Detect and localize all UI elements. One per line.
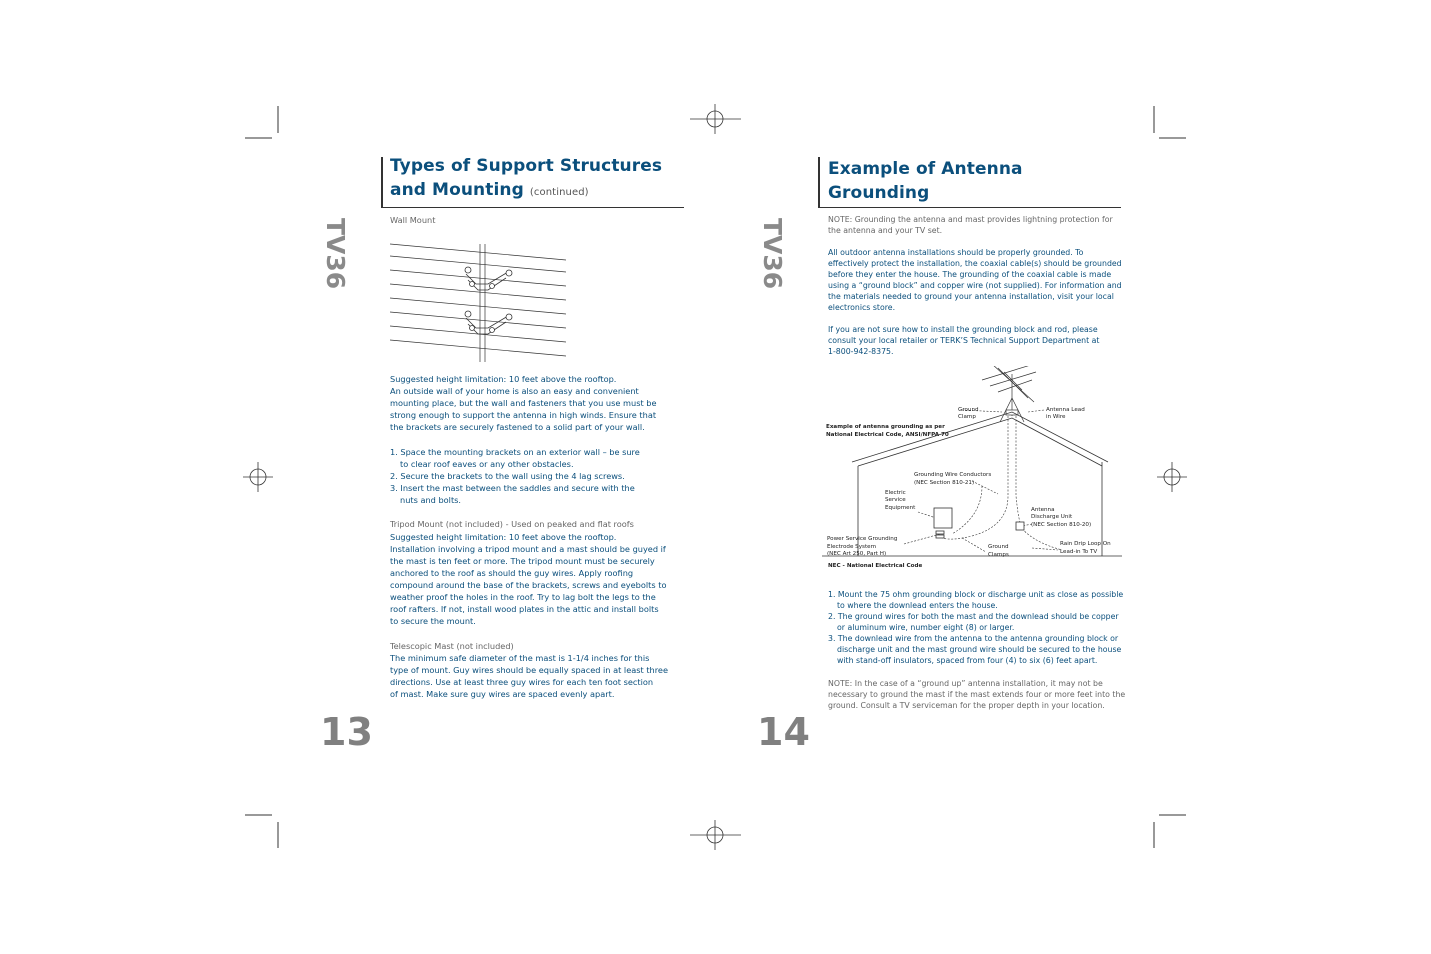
note-line: the antenna and your TV set. xyxy=(828,226,943,235)
step-item: 2. Secure the brackets to the wall using the 4 lag screws. xyxy=(390,471,625,481)
paragraph-line: 1-800-942-8375. xyxy=(828,347,894,356)
page-title-left xyxy=(390,154,662,205)
grounding-note xyxy=(828,214,1128,236)
label-grounding-conductors: (NEC Section 810-21) xyxy=(914,480,975,486)
wall-line: the brackets are securely fastened to a solid part of your wall. xyxy=(390,422,645,432)
wall-line: Suggested height limitation: 10 feet above the rooftop. xyxy=(390,374,617,384)
discharge-unit-box xyxy=(1016,522,1024,530)
step-item: 1. Space the mounting brackets on an exterior wall – be sure xyxy=(390,447,640,457)
label-example-caption: Example of antenna grounding as per xyxy=(826,424,945,430)
label-antenna-lead: in Wire xyxy=(1046,414,1066,420)
antenna-grounding-diagram xyxy=(822,366,1122,574)
title-line-2: Grounding xyxy=(828,183,930,203)
label-grounding-conductors: Grounding Wire Conductors xyxy=(914,472,992,478)
side-label-left: TV36 xyxy=(321,218,350,290)
step-item: discharge unit and the mast ground wire should be secured to the house xyxy=(837,645,1122,654)
tripod-line: Installation involving a tripod mount and a mast should be guyed if xyxy=(390,544,666,554)
grounding-paragraph xyxy=(828,247,1128,313)
page-number-right: 14 xyxy=(757,710,810,754)
note-line: necessary to ground the mast if the mast extends four or more feet into the xyxy=(828,690,1126,699)
label-ground-clamp: Ground xyxy=(958,407,979,413)
step-item: 3. The downlead wire from the antenna to the antenna grounding block or xyxy=(828,634,1119,643)
step-item: 2. The ground wires for both the mast and the downlead should be copper xyxy=(828,612,1119,621)
label-rain-drip: Lead-in To TV xyxy=(1060,549,1098,555)
paragraph-line: All outdoor antenna installations should be properly grounded. To xyxy=(828,248,1084,257)
tripod-line: roof rafters. If not, install wood plates in the attic and install bolts xyxy=(390,604,659,614)
label-ground-clamps: Clamps xyxy=(988,552,1009,558)
registration-mark-right xyxy=(1157,462,1187,492)
step-item: 3. Insert the mast between the saddles and secure with the xyxy=(390,483,635,493)
tripod-text xyxy=(390,531,690,627)
step-item: nuts and bolts. xyxy=(400,495,462,505)
label-electric-service: Service xyxy=(885,497,906,503)
grounding-steps xyxy=(828,589,1128,666)
tripod-line: to secure the mount. xyxy=(390,616,476,626)
label-electric-service: Equipment xyxy=(885,505,916,511)
label-ground-clamps: Ground xyxy=(988,544,1009,550)
paragraph-line: the materials needed to ground your antenna installation, visit your local xyxy=(828,292,1114,301)
side-label-right: TV36 xyxy=(758,218,787,290)
wall-mount-illustration xyxy=(388,240,570,364)
wall-mount-steps xyxy=(390,446,690,506)
wall-mount-text xyxy=(390,373,690,433)
wall-mount-heading: Wall Mount xyxy=(390,215,436,225)
label-electric-service: Electric xyxy=(885,490,906,496)
label-example-caption: National Electrical Code, ANSI/NFPA 70 xyxy=(826,432,949,438)
label-discharge-unit: Discharge Unit xyxy=(1031,514,1073,520)
wall-line: strong enough to support the antenna in high winds. Ensure that xyxy=(390,410,657,420)
title-line-2: and Mounting xyxy=(390,180,524,200)
telescopic-line: type of mount. Guy wires should be equally spaced in at least three xyxy=(390,665,668,675)
paragraph-line: electronics store. xyxy=(828,303,896,312)
registration-mark-bottom xyxy=(690,820,741,850)
label-discharge-unit: (NEC Section 810-20) xyxy=(1031,522,1092,528)
title-bar-left xyxy=(381,157,383,207)
tripod-line: the mast is ten feet or more. The tripod mount must be securely xyxy=(390,556,655,566)
tripod-heading: Tripod Mount (not included) - Used on peaked and flat roofs xyxy=(390,519,634,529)
step-item: to clear roof eaves or any other obstacles. xyxy=(400,459,574,469)
ground-up-note xyxy=(828,678,1128,711)
service-equipment-box xyxy=(934,508,952,528)
support-paragraph xyxy=(828,324,1128,357)
note-line: ground. Consult a TV serviceman for the proper depth in your location. xyxy=(828,701,1105,710)
title-line-1: Types of Support Structures xyxy=(390,156,663,176)
page-title-right xyxy=(828,157,1023,205)
title-rule-left xyxy=(381,207,684,208)
wall-line: An outside wall of your home is also an easy and convenient xyxy=(390,386,639,396)
label-power-service: Electrode System xyxy=(827,544,877,550)
label-rain-drip: Rain Drip Loop On xyxy=(1060,541,1111,547)
telescopic-line: The minimum safe diameter of the mast is 1-1/4 inches for this xyxy=(390,653,650,663)
title-continued: (continued) xyxy=(529,187,589,198)
tripod-line: weather proof the holes in the roof. Try to lag bolt the legs to the xyxy=(390,592,656,602)
paragraph-line: If you are not sure how to install the grounding block and rod, please xyxy=(828,325,1098,334)
registration-mark-top xyxy=(690,104,741,134)
paragraph-line: consult your local retailer or TERK’S Technical Support Department at xyxy=(828,336,1100,345)
registration-mark-left xyxy=(243,462,273,492)
antenna-icon xyxy=(982,366,1036,416)
label-ground-clamp: Clamp xyxy=(958,414,976,420)
step-item: 1. Mount the 75 ohm grounding block or discharge unit as close as possible xyxy=(828,590,1124,599)
telescopic-line: directions. Use at least three guy wires for each ten foot section xyxy=(390,677,654,687)
paragraph-line: effectively protect the installation, the coaxial cable(s) should be grounded xyxy=(828,259,1122,268)
step-item: to where the downlead enters the house. xyxy=(837,601,998,610)
label-power-service: Power Service Grounding xyxy=(827,536,898,542)
wall-line: mounting place, but the wall and fasteners that you use must be xyxy=(390,398,657,408)
step-item: or aluminum wire, number eight (8) or larger. xyxy=(837,623,1015,632)
paragraph-line: before they enter the house. The grounding of the coaxial cable is made xyxy=(828,270,1112,279)
tripod-line: compound around the base of the brackets, screws and eyebolts to xyxy=(390,580,667,590)
telescopic-text xyxy=(390,652,690,700)
label-power-service: (NEC Art 250, Part H) xyxy=(827,551,887,557)
step-item: with stand-off insulators, spaced from four (4) to six (6) feet apart. xyxy=(837,656,1098,665)
telescopic-line: of mast. Make sure guy wires are spaced evenly apart. xyxy=(390,689,615,699)
page-number-left: 13 xyxy=(320,710,373,754)
label-discharge-unit: Antenna xyxy=(1031,507,1055,513)
telescopic-heading: Telescopic Mast (not included) xyxy=(390,641,514,651)
note-line: NOTE: In the case of a “ground up” antenna installation, it may not be xyxy=(828,679,1103,688)
tripod-line: anchored to the roof as should the guy wires. Apply roofing xyxy=(390,568,634,578)
paragraph-line: using a “ground block” and copper wire (not supplied). For information and xyxy=(828,281,1122,290)
label-nec: NEC - National Electrical Code xyxy=(828,563,923,569)
title-bar-right xyxy=(818,157,820,207)
label-antenna-lead: Antenna Lead xyxy=(1046,407,1085,413)
note-line: NOTE: Grounding the antenna and mast provides lightning protection for xyxy=(828,215,1113,224)
title-rule-right xyxy=(818,207,1121,208)
title-line-1: Example of Antenna xyxy=(828,159,1023,179)
tripod-line: Suggested height limitation: 10 feet above the rooftop. xyxy=(390,532,617,542)
